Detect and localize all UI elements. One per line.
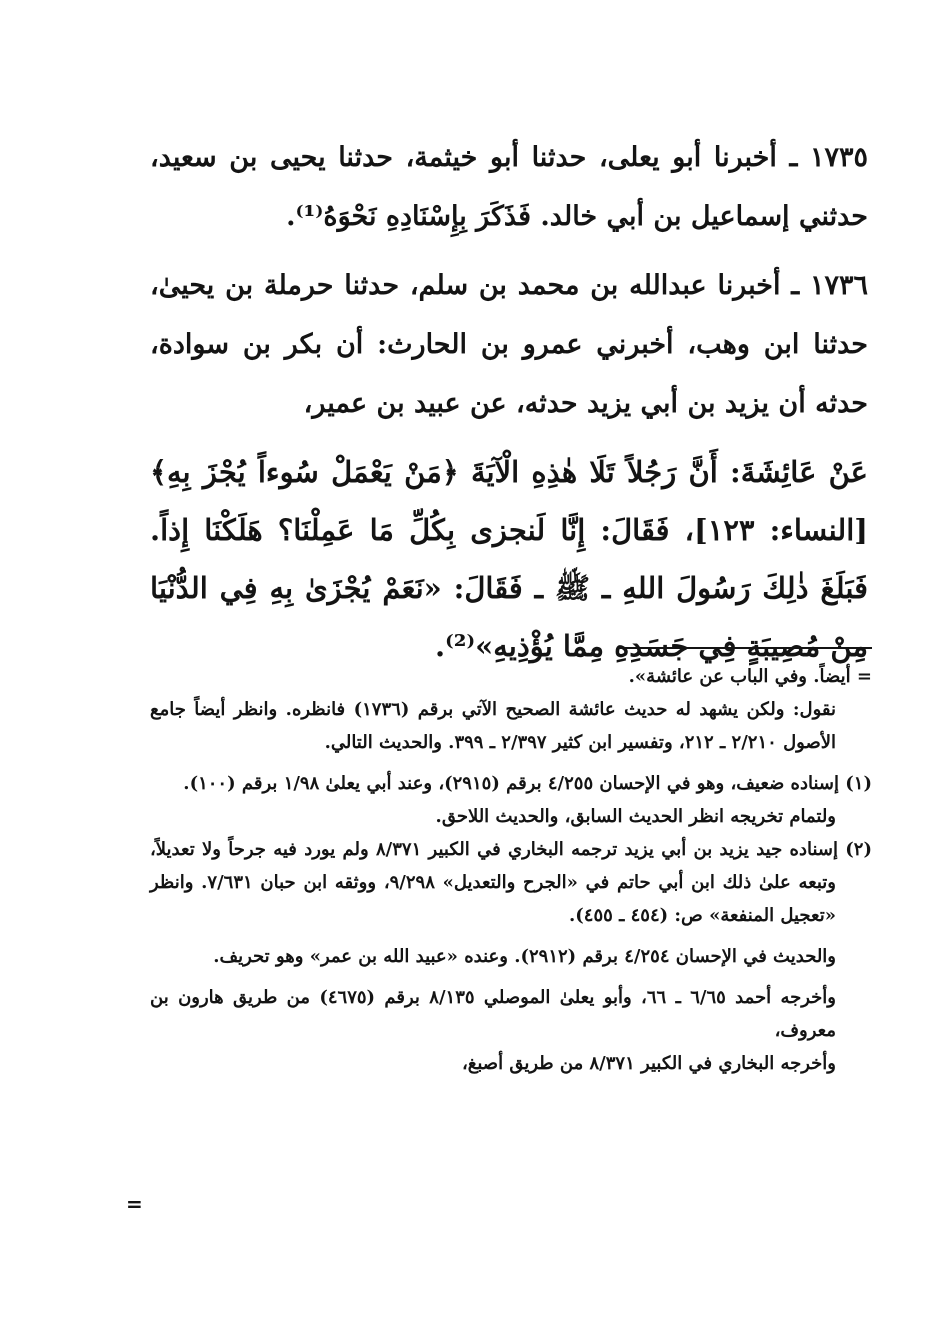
footnotes xyxy=(150,660,872,1080)
footnote-2: (٢) إسناده جيد يزيد بن أبي يزيد ترجمه البخاري في الكبير ٨/٣٧١ ولم يورد فيه جرحاً ولا تعديلاً، وتبعه علىٰ ذلك ابن أبي حاتم في «الجرح والتعديل» ٩/٢٩٨، ووثقه ابن حبان ٧/٦٣١. وانظر «تعجيل المنفعة» ص: (٤٥٤ ـ ٤٥٥). xyxy=(150,839,872,926)
continuation-mark: = xyxy=(126,1192,143,1216)
footnote-2-ihsan: والحديث في الإحسان ٤/٢٥٤ برقم (٢٩١٢). وعنده «عبيد الله بن عمر» وهو تحريف. xyxy=(213,946,836,967)
footnote-2-bukhari: وأخرجه البخاري في الكبير ٨/٣٧١ من طريق أصبغ، xyxy=(461,1053,836,1074)
footnote-1: (١) إسناده ضعيف، وهو في الإحسان ٤/٢٥٥ برقم (٢٩١٥)، وعند أبي يعلىٰ ١/٩٨ برقم (١٠٠). xyxy=(183,773,872,794)
footnote-2-ahmad: وأخرجه أحمد ٦/٦٥ ـ ٦٦، وأبو يعلىٰ الموصلي ٨/١٣٥ برقم (٤٦٧٥) من طريق هارون بن معروف، xyxy=(150,987,837,1041)
footnote-1-extra: ولتمام تخريجه انظر الحديث السابق، والحديث اللاحق. xyxy=(435,806,836,827)
footnote-divider xyxy=(620,647,872,649)
hadith-1736-matn: عَنْ عَائِشَةَ: أَنَّ رَجُلاً تَلَا هٰذِهِ الْآيَةَ ﴿مَنْ يَعْمَلْ سُوءاً يُجْزَ بِهِ﴾ [النساء: ١٢٣]، فَقَالَ: إِنَّا لَنجزى بِكُلِّ مَا عَمِلْنَا؟ هَلَكْنَا إِذاً. فَبَلَغَ ذٰلِكَ رَسُولَ اللهِ ـ ﷺ ـ فَقَالَ: «نَعَمْ يُجْزَىٰ بِهِ فِي الدُّنْيَا مِنْ مُصِيبَةٍ فِي جَسَدِهِ مِمَّا يُؤْذِيهِ»⁽²⁾. xyxy=(150,455,869,663)
footnote-continuation: = أيضاً. وفي الباب عن عائشة». xyxy=(628,666,872,687)
hadith-1735: ١٧٣٥ ـ أخبرنا أبو يعلى، حدثنا أبو خيثمة، حدثنا يحيى بن سعيد، حدثني إسماعيل بن أبي خالد. فَذَكَرَ بِإِسْنَادِهِ نَحْوَهُ⁽¹⁾. xyxy=(150,142,868,232)
footnote-comment: نقول: ولكن يشهد له حديث عائشة الصحيح الآتي برقم (١٧٣٦) فانظره. وانظر أيضاً جامع الأصول ٢/٢١٠ ـ ٢١٢، وتفسير ابن كثير ٢/٣٩٧ ـ ٣٩٩. والحديث التالي. xyxy=(150,699,837,753)
hadith-1736-isnad: ١٧٣٦ ـ أخبرنا عبدالله بن محمد بن سلم، حدثنا حرملة بن يحيىٰ، حدثنا ابن وهب، أخبرني عمرو بن الحارث: أن بكر بن سوادة، حدثه أن يزيد بن أبي يزيد حدثه، عن عبيد بن عمير، xyxy=(150,270,868,419)
main-text xyxy=(150,128,868,685)
